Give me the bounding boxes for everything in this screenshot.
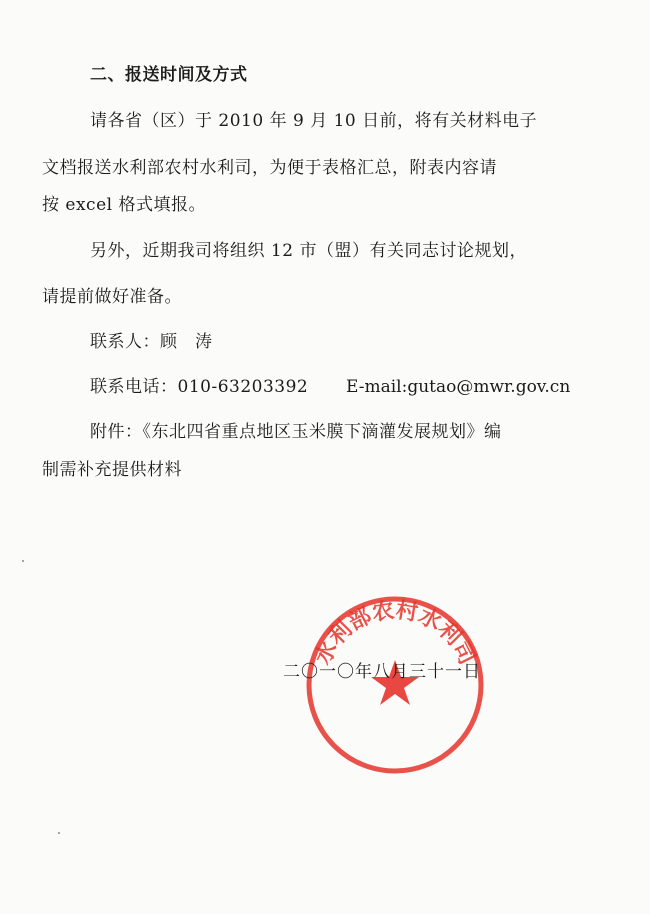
official-seal xyxy=(300,590,490,780)
speck xyxy=(22,560,24,562)
speck xyxy=(58,832,60,834)
paragraph-line: 另外，近期我司将组织 12 市（盟）有关同志讨论规划， xyxy=(90,241,527,261)
paragraph-line: 文档报送水利部农村水利司，为便于表格汇总，附表内容请 xyxy=(42,158,497,178)
paragraph-line: 请提前做好准备。 xyxy=(42,287,182,307)
paragraph-line: 按 excel 格式填报。 xyxy=(42,195,206,215)
document-date: 二〇一〇年八月三十一日 xyxy=(283,662,481,682)
seal-text: 水利部农村水利司 xyxy=(310,598,480,669)
contact-phone: 联系电话：010-63203392 xyxy=(90,377,309,397)
attachment-line: 附件：《东北四省重点地区玉米膜下滴灌发展规划》编 xyxy=(90,422,502,442)
svg-text:水利部农村水利司 xyxy=(311,598,480,669)
contact-person: 联系人：顾 涛 xyxy=(90,332,213,352)
paragraph-line: 请各省（区）于 2010 年 9 月 10 日前，将有关材料电子 xyxy=(90,111,538,131)
attachment-line: 制需补充提供材料 xyxy=(42,460,182,480)
section-heading: 二、报送时间及方式 xyxy=(90,65,248,85)
contact-email: E-mail:gutao@mwr.gov.cn xyxy=(346,377,571,397)
